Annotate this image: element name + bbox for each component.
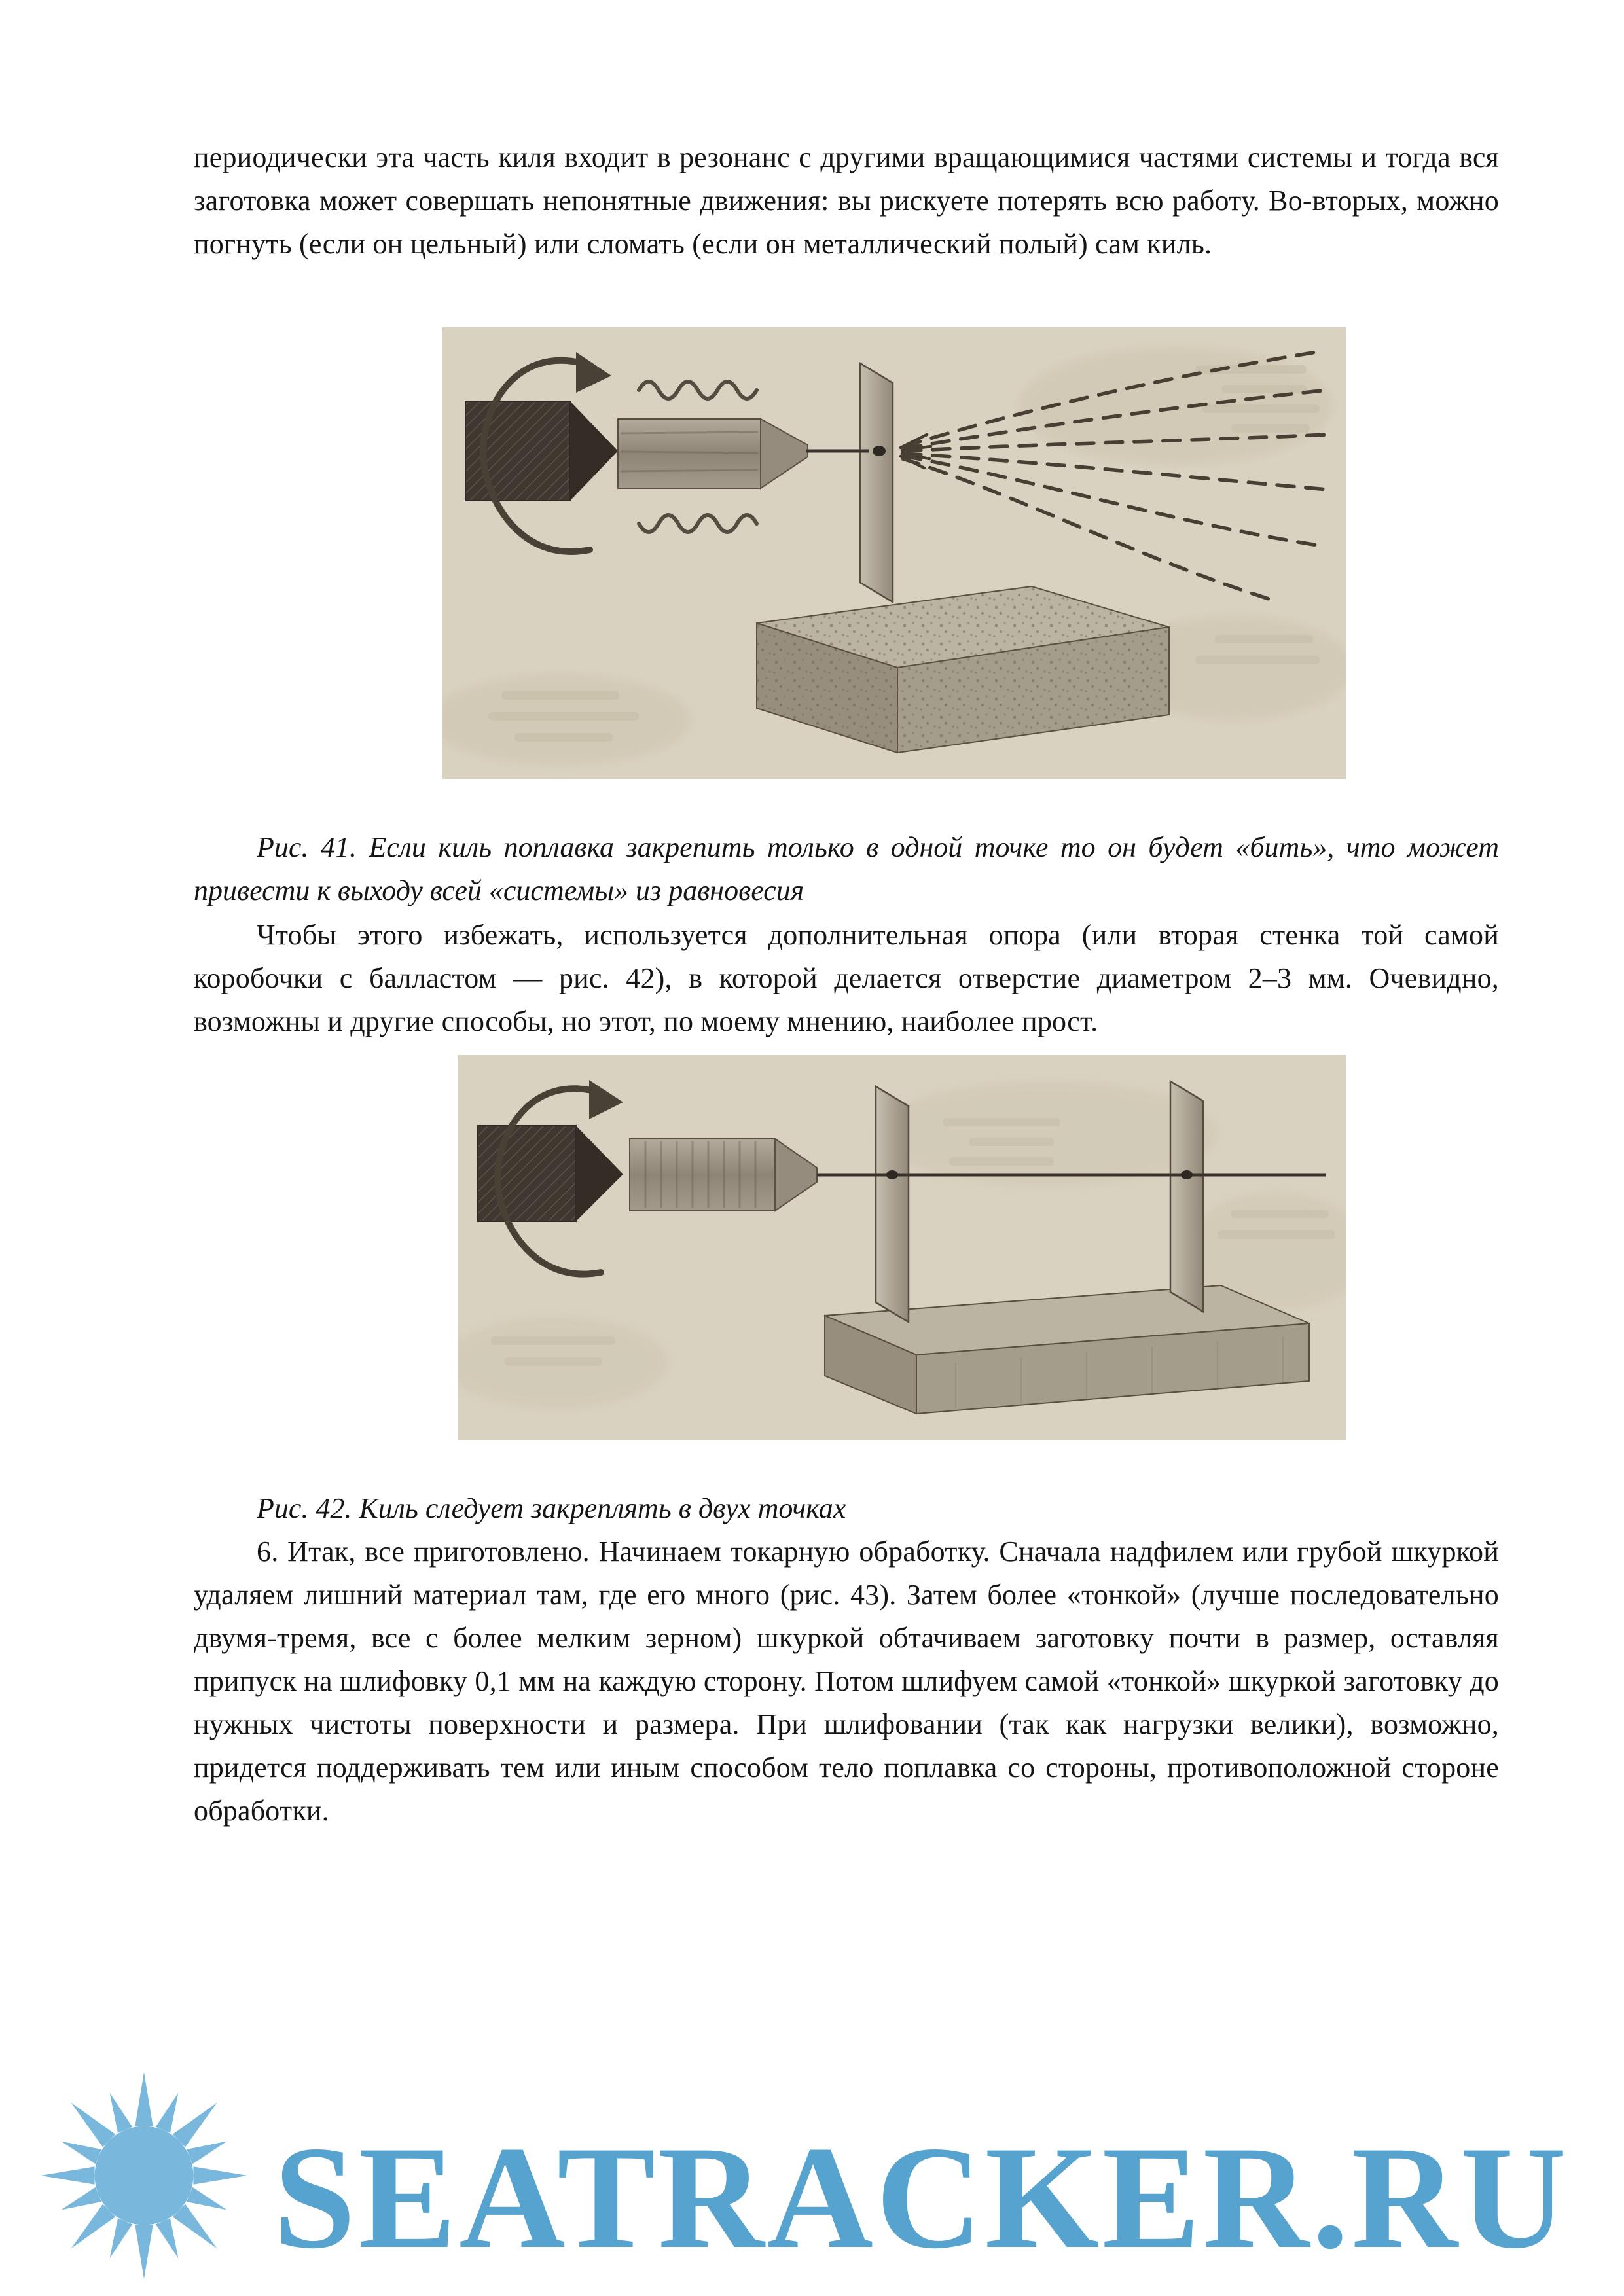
watermark: [20, 2060, 1617, 2291]
figure-41-caption: Рис. 41. Если киль поплавка закрепить только в одной точке то он будет «бить», что может привести к выходу всей «системы» из равновесия: [194, 831, 1499, 906]
float-blank: [630, 1139, 817, 1211]
support-wall-front: [876, 1086, 909, 1322]
wall-hole-rear: [1181, 1170, 1193, 1179]
paragraph-2: Чтобы этого избежать, используется дополнительная опора (или вторая стенка той самой коробочки с балластом — рис. 42), в которой делается отверстие диаметром 2–3 мм. Очевидно, возможны и другие способы, но этот, по моему мнению, наиболее прост.: [194, 919, 1499, 1037]
support-wall: [860, 363, 893, 602]
paragraph-3: 6. Итак, все приготовлено. Начинаем токарную обработку. Сначала надфилем или грубой шкуркой удаляем лишний материал там, где его много (рис. 43). Затем более «тонкой» (лучше последовательно двумя-тремя, все с более мелким зерном) шкуркой обтачиваем заготовку почти в размер, оставляя припуск на шлифовку 0,1 мм на каждую сторону. Потом шлифуем самой «тонкой» шкуркой заготовку до нужных чистоты поверхности и размера. При шлифовании (так как нагрузки велики), возможно, придется поддерживать тем или иным способом тело поплавка со стороны, противоположной стороне обработки.: [194, 1535, 1499, 1827]
figure-41: [442, 327, 1346, 779]
figure-42-drawing: [458, 1055, 1346, 1440]
figure-41-drawing: [442, 327, 1346, 779]
support-wall-rear: [1170, 1081, 1203, 1312]
watermark-text: SEATRACKER.RU: [274, 2115, 1570, 2279]
figure-42-caption: Рис. 42. Киль следует закреплять в двух точках: [257, 1492, 846, 1524]
wall-hole: [873, 446, 886, 456]
wall-hole-front: [886, 1170, 898, 1179]
paragraph-1: периодически эта часть киля входит в резонанс с другими вращающимися частями системы и тогда вся заготовка может совершать непонятные движения: вы рискуете потерять всю работу. Во-вторых, можно погнуть (если он цельный) или сломать (если он металлический полый) сам киль.: [194, 141, 1499, 260]
figure-42: [458, 1055, 1346, 1440]
sun-icon: [20, 2058, 268, 2293]
